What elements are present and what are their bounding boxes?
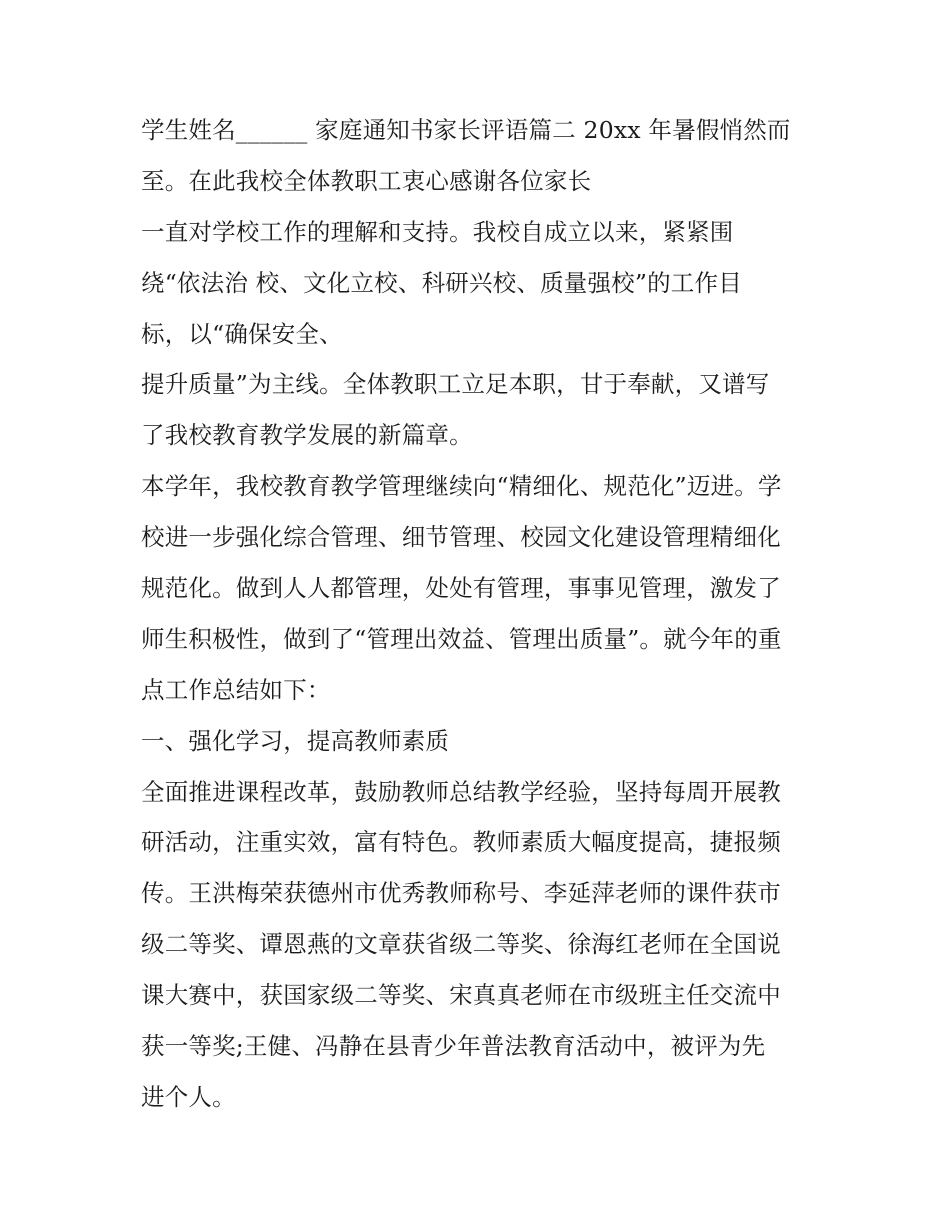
text-line: 获一等奖;王健、冯静在县青少年普法教育活动中，被评为先 <box>141 1032 766 1061</box>
text-line: 进个人。 <box>141 1082 236 1111</box>
document-body <box>141 108 831 1126</box>
text-line: 标，以“确保安全、 <box>141 319 343 348</box>
text-line: 了我校教育教学发展的新篇章。 <box>141 421 473 450</box>
text-line: 传。王洪梅荣获德州市优秀教师称号、李延萍老师的课件获市 <box>141 879 781 908</box>
text-line: 校进一步强化综合管理、细节管理、校园文化建设管理精细化 <box>141 523 781 552</box>
text-line: 研活动，注重实效，富有特色。教师素质大幅度提高，捷报频 <box>141 828 781 857</box>
text-line: 点工作总结如下： <box>141 675 331 704</box>
text-line: 课大赛中，获国家级二等奖、宋真真老师在市级班主任交流中 <box>141 981 781 1010</box>
text-line: 提升质量”为主线。全体教职工立足本职，甘于奉献，又谱写 <box>141 370 770 399</box>
text-line: 至。在此我校全体教职工衷心感谢各位家长 <box>141 166 592 195</box>
text-line: 规范化。做到人人都管理，处处有管理，事事见管理，激发了 <box>141 574 781 603</box>
text-line: 一直对学校工作的理解和支持。我校自成立以来，紧紧围 <box>141 217 734 246</box>
text-line: 本学年，我校教育教学管理继续向“精细化、规范化”迈进。学 <box>141 472 782 501</box>
text-line: 学生姓名______ 家庭通知书家长评语篇二 20xx 年暑假悄然而 <box>141 116 791 144</box>
text-line: 全面推进课程改革，鼓励教师总结教学经验，坚持每周开展教 <box>141 777 781 806</box>
text-line: 师生积极性，做到了“管理出效益、管理出质量”。就今年的重 <box>141 624 782 653</box>
text-line: 级二等奖、谭恩燕的文章获省级二等奖、徐海红老师在全国说 <box>141 930 781 959</box>
text-line: 绕“依法治 校、文化立校、科研兴校、质量强校”的工作目 <box>141 268 742 297</box>
section-heading: 一、强化学习，提高教师素质 <box>141 726 450 755</box>
